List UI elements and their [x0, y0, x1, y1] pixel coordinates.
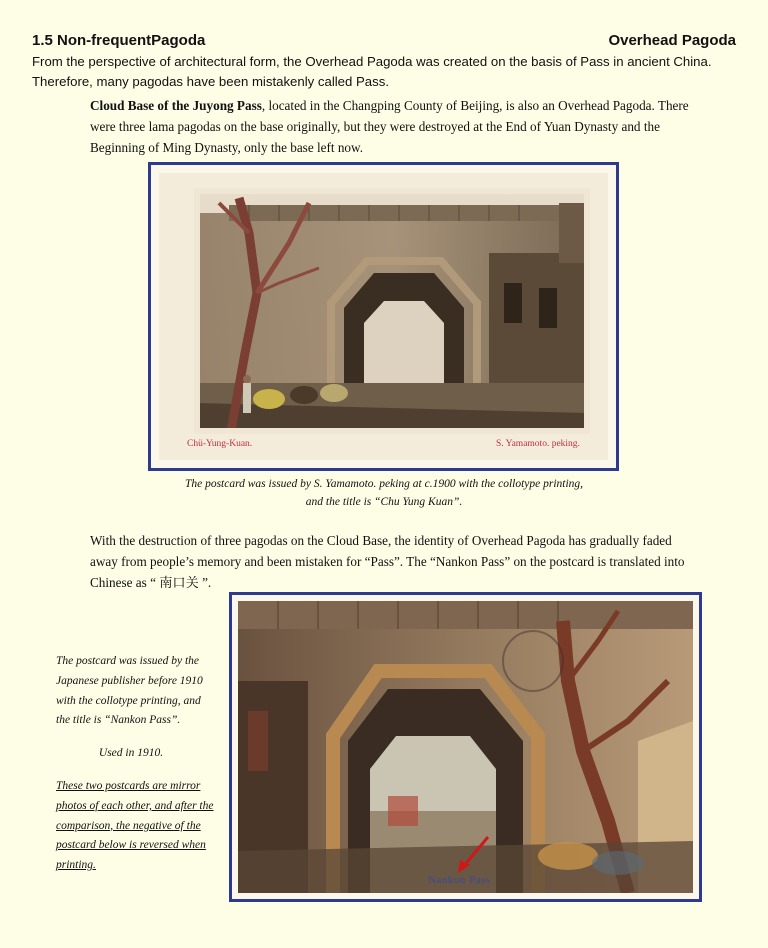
postcard-2-used-note: Used in 1910.: [98, 747, 164, 760]
postcard-1-title-label: Chü-Yung-Kuan.: [187, 439, 253, 449]
postcard-1-photo: [159, 173, 608, 460]
juyong-description: , located in the Changping County of Beijing, is also an Overhead Pagoda. There were three lama pagodas on the base originally, but they were destroyed at the End of Yuan Dynasty and the Beginning of Ming Dynasty, only the base left now.: [90, 98, 689, 155]
postcard-1-frame: [148, 162, 619, 471]
juyong-title: Cloud Base of the Juyong Pass: [90, 98, 262, 113]
postcard-2-image: [238, 601, 693, 893]
postcard-2-frame: [229, 592, 702, 902]
postcard-1-caption-line-2: and the title is “Chu Yung Kuan”.: [305, 496, 463, 508]
postcard-2-title-label: Nankon Pass: [428, 874, 491, 886]
postcard-2-photo: [238, 601, 693, 893]
postcard-1-publisher-label: S. Yamamoto. peking.: [496, 439, 580, 449]
postcard-1-image: [159, 173, 608, 460]
postcard-2-issue-note: The postcard was issued by the Japanese publisher before 1910 with the collotype printing, and the title is “Nankon Pass”.: [56, 655, 203, 727]
mirror-note: These two postcards are mirror photos of each other, and after the comparison, the negative of the postcard below is reversed when printing.: [56, 779, 214, 872]
postcard-1-caption-line-1: The postcard was issued by S. Yamamoto. peking at c.1900 with the collotype printing,: [184, 478, 584, 490]
page-topic: Overhead Pagoda: [608, 32, 736, 49]
page-header: [32, 32, 736, 52]
intro-paragraph: From the perspective of architectural form, the Overhead Pagoda was created on the basis of Pass in ancient China. Therefore, many pagodas have been mistakenly called Pass.: [32, 54, 712, 89]
destruction-paragraph: With the destruction of three pagodas on the Cloud Base, the identity of Overhead Pagoda has gradually faded away from people’s memory and been mistaken for “Pass”. The “Nankon Pass” on the postcard is translated into Chinese as “ 南口关 ”.: [90, 533, 685, 590]
postcard-2-side-notes: [56, 652, 216, 876]
juyong-paragraph: [90, 95, 690, 158]
postcard-1-caption: [150, 475, 618, 511]
section-title: 1.5 Non-frequentPagoda: [32, 32, 206, 49]
